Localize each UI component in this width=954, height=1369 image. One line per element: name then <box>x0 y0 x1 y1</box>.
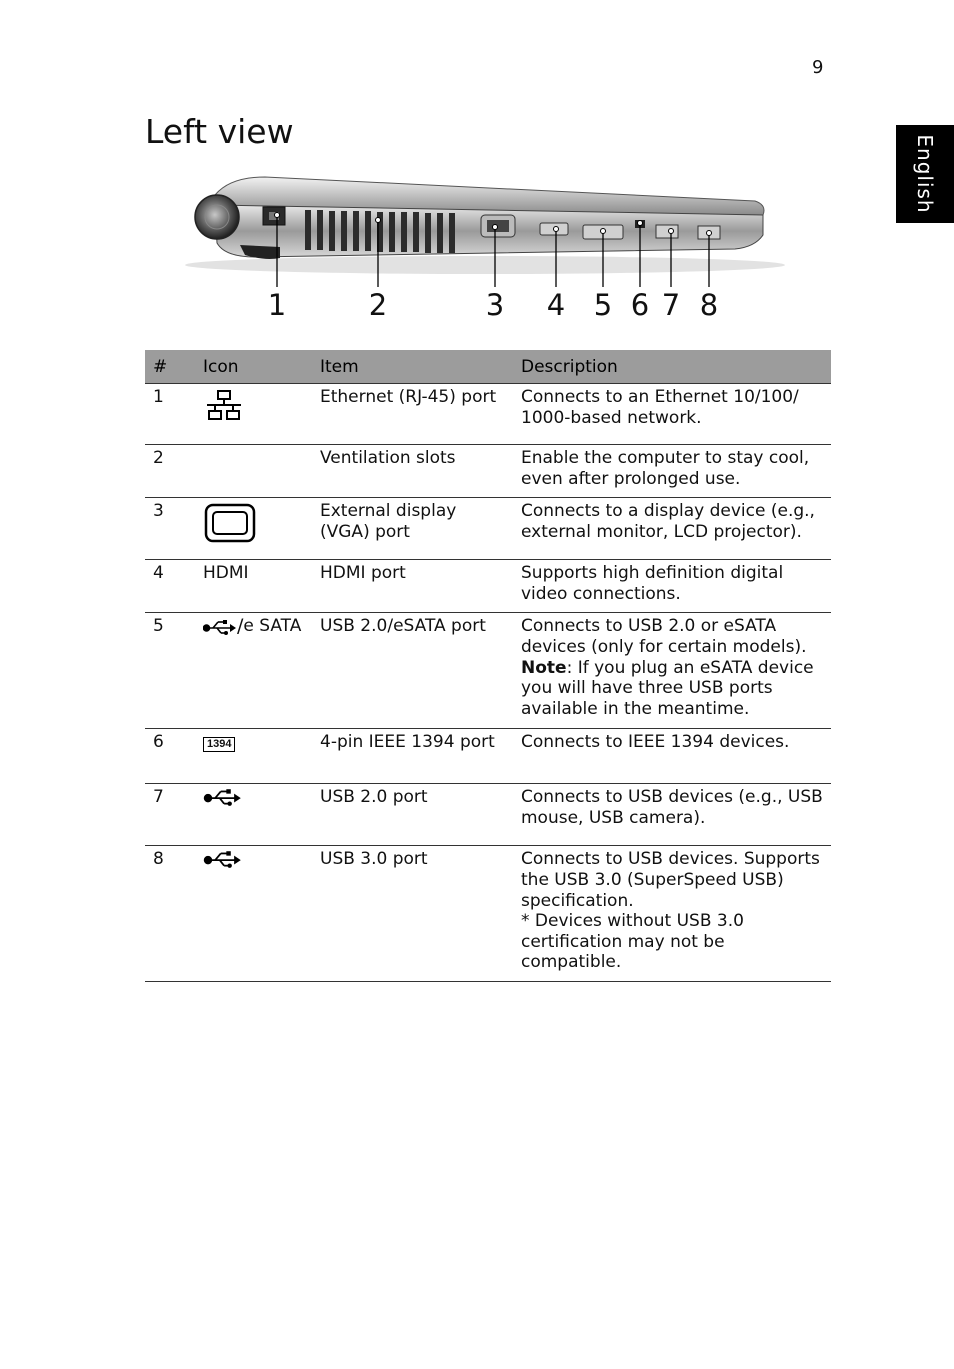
language-tab <box>896 125 954 223</box>
row-item: Ventilation slots <box>312 445 513 498</box>
row-item: USB 2.0/eSATA port <box>312 613 513 729</box>
row-item: USB 2.0 port <box>312 784 513 846</box>
callout-8: 8 <box>699 288 719 322</box>
row-item: USB 3.0 port <box>312 846 513 982</box>
row-desc: Connects to an Ethernet 10/100/ 1000-based network. <box>513 384 831 445</box>
row-icon <box>195 384 312 445</box>
row-item: External display (VGA) port <box>312 498 513 560</box>
page-number: 9 <box>812 57 824 78</box>
row-num: 4 <box>145 560 195 613</box>
callout-6: 6 <box>630 288 650 322</box>
row-num: 5 <box>145 613 195 729</box>
row-desc <box>513 613 831 729</box>
laptop-left-view-figure <box>145 165 831 325</box>
row-desc-text: Connects to USB 2.0 or eSATA devices (only for certain models). <box>521 616 807 657</box>
usb-icon <box>203 787 243 807</box>
row-item: Ethernet (RJ-45) port <box>312 384 513 445</box>
row-icon <box>195 846 312 982</box>
callout-7: 7 <box>661 288 681 322</box>
row-icon <box>195 784 312 846</box>
row-desc <box>513 846 831 982</box>
note-text: : If you plug an eSATA device you will have three USB ports available in the meantime. <box>521 657 814 719</box>
callout-2: 2 <box>368 288 388 322</box>
table-row <box>145 784 831 846</box>
language-tab-label: English <box>913 134 937 214</box>
slash-glyph: / <box>237 615 244 638</box>
table-row <box>145 445 831 498</box>
header-icon: Icon <box>195 350 312 384</box>
table-row <box>145 729 831 784</box>
row-icon <box>195 445 312 498</box>
header-description: Description <box>513 350 831 384</box>
callout-3: 3 <box>485 288 505 322</box>
ports-table <box>145 350 831 982</box>
display-icon <box>203 501 257 543</box>
row-icon <box>195 498 312 560</box>
row-desc: Supports high definition digital video connections. <box>513 560 831 613</box>
callout-5: 5 <box>593 288 613 322</box>
ieee1394-label: 1394 <box>207 738 232 751</box>
table-row <box>145 560 831 613</box>
esata-label: e SATA <box>243 616 302 637</box>
row-icon <box>195 613 312 729</box>
callout-4: 4 <box>546 288 566 322</box>
callout-1: 1 <box>267 288 287 322</box>
row-icon <box>195 729 312 784</box>
row-desc: Enable the computer to stay cool, even after prolonged use. <box>513 445 831 498</box>
row-num: 3 <box>145 498 195 560</box>
header-item: Item <box>312 350 513 384</box>
table-row <box>145 613 831 729</box>
table-header-row <box>145 350 831 384</box>
usb-icon <box>203 618 237 636</box>
row-num: 6 <box>145 729 195 784</box>
note-label: Note <box>521 657 567 678</box>
row-num: 7 <box>145 784 195 846</box>
row-desc: Connects to USB devices (e.g., USB mouse, USB camera). <box>513 784 831 846</box>
header-num: # <box>145 350 195 384</box>
table-row <box>145 384 831 445</box>
row-desc-footnote: * Devices without USB 3.0 certification may not be compatible. <box>521 911 744 973</box>
page-title: Left view <box>145 112 294 151</box>
row-num: 1 <box>145 384 195 445</box>
row-item: 4-pin IEEE 1394 port <box>312 729 513 784</box>
usb-icon <box>203 849 243 869</box>
table-row <box>145 498 831 560</box>
row-num: 8 <box>145 846 195 982</box>
row-item: HDMI port <box>312 560 513 613</box>
row-desc: Connects to a display device (e.g., external monitor, LCD projector). <box>513 498 831 560</box>
row-icon-text: HDMI <box>195 560 312 613</box>
ethernet-icon <box>203 387 245 423</box>
ieee1394-icon <box>203 737 235 752</box>
row-desc-text: Connects to USB devices. Supports the USB 3.0 (SuperSpeed USB) specification. <box>521 849 820 911</box>
row-num: 2 <box>145 445 195 498</box>
table-row <box>145 846 831 982</box>
row-desc: Connects to IEEE 1394 devices. <box>513 729 831 784</box>
